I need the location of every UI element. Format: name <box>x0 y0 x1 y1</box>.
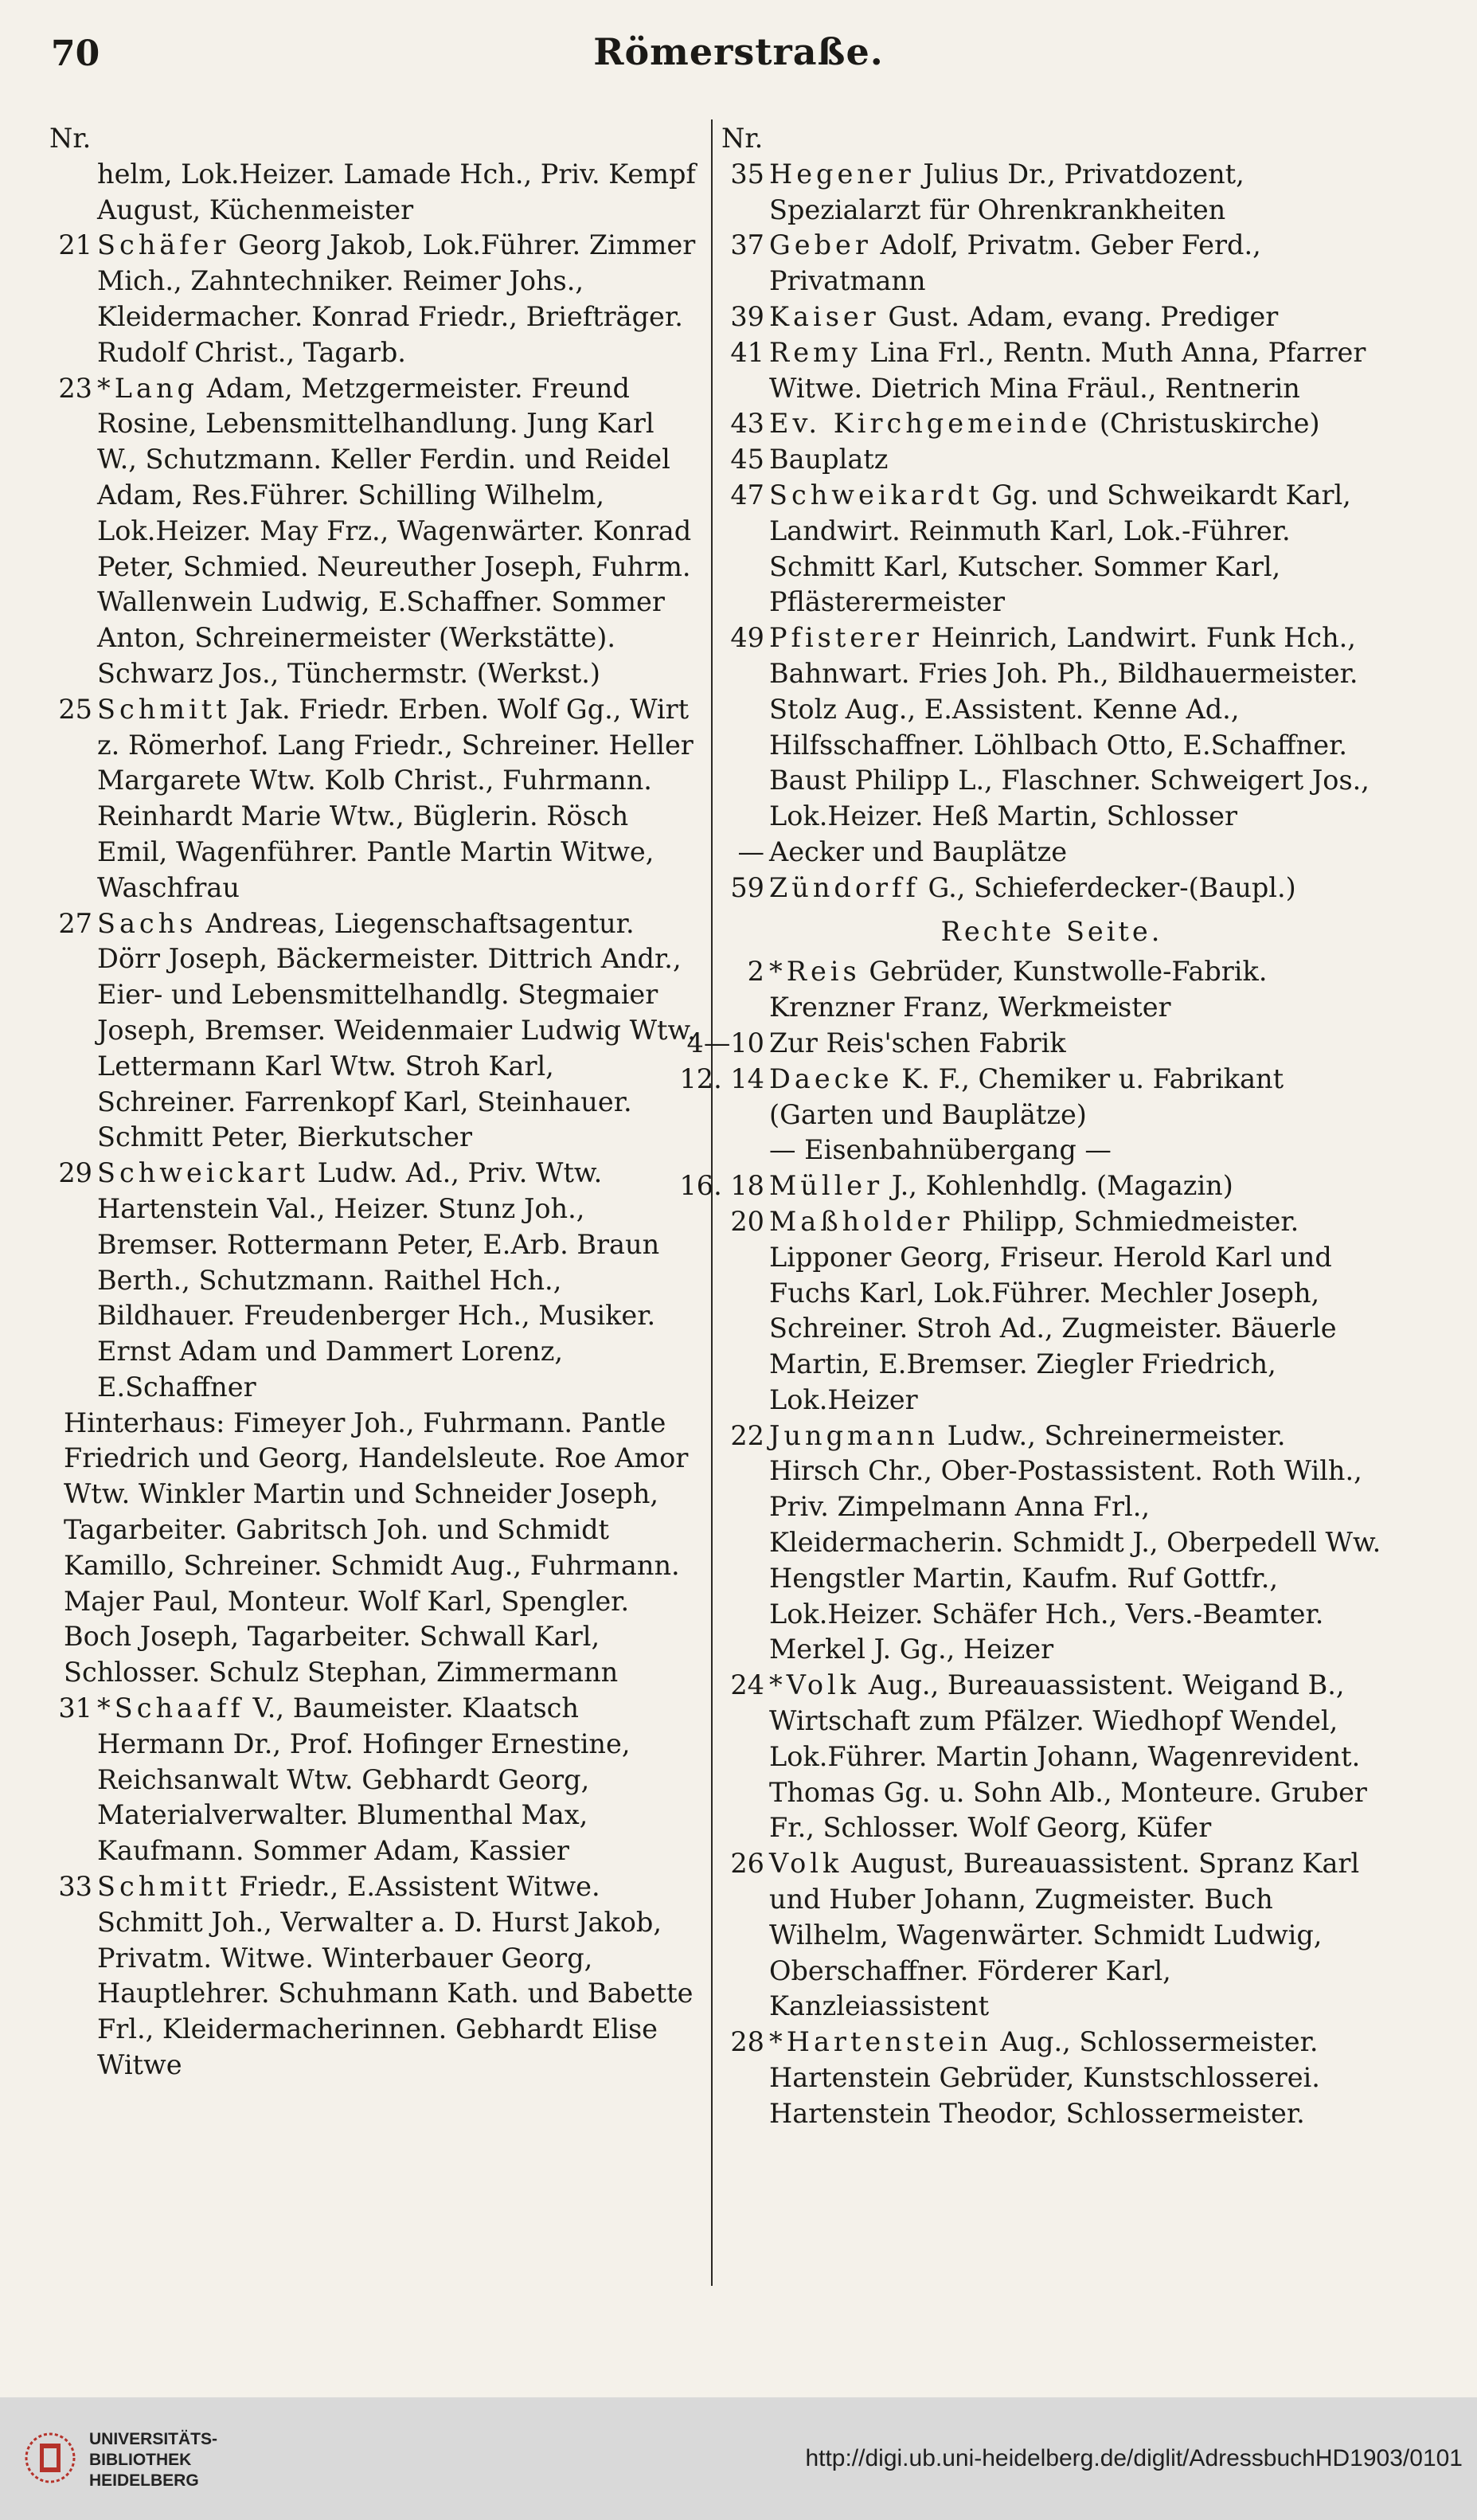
owner-name: Schmitt <box>97 693 231 725</box>
right-entries-3 <box>679 1168 1382 2132</box>
continued-entry: helm, Lok.Heizer. Lamade Hch., Priv. Kempf August, Küchenmeister <box>97 158 696 225</box>
residents-text: (Christuskirche) <box>1099 408 1320 440</box>
right-entries-2 <box>679 954 1382 1133</box>
address-entry <box>721 2025 1382 2131</box>
owner-name: Schäfer <box>97 229 230 261</box>
address-entry <box>721 1204 1382 1418</box>
residents-text: V., Baumeister. Klaatsch Hermann Dr., Prof. Hofinger Ernestine, Reichsanwalt Wtw. Gebhardt Georg, Materialverwalter. Blumenthal Max, Kaufmann. Sommer Adam, Kassier <box>97 1692 631 1867</box>
address-entry <box>49 1869 698 2084</box>
residents-text: Bauplatz <box>769 444 889 475</box>
house-number: 26 <box>730 1848 764 1880</box>
address-entry <box>49 906 698 1156</box>
residents-text: Julius Dr., Privatdozent, Spezialarzt für Ohrenkrankheiten <box>769 158 1245 225</box>
house-number: 35 <box>730 158 764 190</box>
house-number: 20 <box>730 1205 764 1237</box>
right-column <box>679 121 1382 2132</box>
residents-text: Andreas, Liegenschaftsagentur. Dörr Joseph, Bäckermeister. Dittrich Andr., Eier- und Lebensmittelhandlg. Stegmaier Joseph, Bremser. Weidenmaier Ludwig Wtw. Lettermann Karl Wtw. Stroh Karl, Schreiner. Farrenkopf Karl, Steinhauer. Schmitt Peter, Bierkutscher <box>97 907 696 1153</box>
house-number: 37 <box>730 229 764 261</box>
address-entry <box>721 478 1382 620</box>
residents-text: Gebrüder, Kunstwolle-Fabrik. Krenzner Franz, Werkmeister <box>769 956 1268 1023</box>
library-name-line: BIBLIOTHEK <box>89 2451 192 2469</box>
owner-name: Schweickart <box>97 1157 310 1189</box>
house-number: 4—10 <box>686 1027 764 1058</box>
owner-name: Schweikardt <box>769 479 983 511</box>
address-entry <box>49 1691 698 1869</box>
house-number: — <box>737 835 764 867</box>
residents-text: Adam, Metzgermeister. Freund Rosine, Lebensmittelhandlung. Jung Karl W., Schutzmann. Keller Ferdin. und Reidel Adam, Res.Führer. Schilling Wilhelm, Lok.Heizer. May Frz., Wagenwärter. Konrad Peter, Schmied. Neureuther Joseph, Fuhrm. Wallenwein Ludwig, E.Schaffner. Sommer Anton, Schreinermeister (Werkstätte). Schwarz Jos., Tünchermstr. (Werkst.) <box>97 372 692 689</box>
owner-name: *Volk <box>769 1669 861 1701</box>
house-number: 12. 14 <box>679 1062 764 1094</box>
section-title: Rechte Seite. <box>940 915 1163 947</box>
hinterhaus-entry: Hinterhaus: Fimeyer Joh., Fuhrmann. Pantle Friedrich und Georg, Handelsleute. Roe Amor Wtw. Winkler Martin und Schneider Joseph, Tagarbeiter. Gabritsch Joh. und Schmidt Kamillo, Schreiner. Schmidt Aug., Fuhrmann. Majer Paul, Monteur. Wolf Karl, Spengler. Boch Joseph, Tagarbeiter. Schwall Karl, Schlosser. Schulz Stephan, Zimmermann <box>64 1407 689 1688</box>
address-entry <box>721 406 1382 442</box>
owner-name: Müller <box>769 1170 884 1202</box>
library-name-line: HEIDELBERG <box>89 2471 199 2490</box>
house-number: 59 <box>730 871 764 903</box>
house-number: 23 <box>58 372 92 404</box>
address-entry <box>721 620 1382 835</box>
residents-text: Friedr., E.Assistent Witwe. Schmitt Joh., Verwalter a. D. Hurst Jakob, Privatm. Witwe. Winterbauer Georg, Hauptlehrer. Schuhmann Kath. und Babette Frl., Kleidermacherinnen. Gebhardt Elise Witwe <box>97 1871 694 2081</box>
address-entry <box>679 1168 1382 1204</box>
nr-label: Nr. <box>721 123 764 154</box>
house-number: 29 <box>58 1157 92 1189</box>
owner-name: *Hartenstein <box>769 2026 992 2058</box>
house-number: 2 <box>747 956 764 988</box>
house-number: 22 <box>730 1419 764 1451</box>
owner-name: Geber <box>769 229 872 261</box>
address-entry <box>721 871 1382 906</box>
house-number: 49 <box>730 622 764 654</box>
address-entry <box>686 1026 1382 1062</box>
left-entries <box>49 228 698 1405</box>
library-logo-icon <box>22 2426 78 2490</box>
owner-name: *Schaaff <box>97 1692 244 1724</box>
residents-text: Jak. Friedr. Erben. Wolf Gg., Wirt z. Römerhof. Lang Friedr., Schreiner. Heller Margarete Wtw. Kolb Christ., Fuhrmann. Reinhardt Marie Wtw., Büglerin. Rösch Emil, Wagenführer. Pantle Martin Witwe, Waschfrau <box>97 693 694 903</box>
right-entries <box>721 157 1382 906</box>
house-number: 16. 18 <box>679 1170 764 1202</box>
source-url-link[interactable]: http://digi.ub.uni-heidelberg.de/diglit/AdressbuchHD1903/0101 <box>805 2445 1463 2471</box>
residents-text: J., Kohlenhdlg. (Magazin) <box>891 1170 1233 1202</box>
address-entry <box>721 835 1382 871</box>
house-number: 21 <box>58 229 92 261</box>
house-number: 27 <box>58 907 92 939</box>
owner-name: Jungmann <box>769 1419 939 1451</box>
address-entry <box>49 692 698 906</box>
address-entry <box>679 1062 1382 1133</box>
residents-text: Zur Reis'schen Fabrik <box>769 1027 1066 1058</box>
owner-name: Daecke <box>769 1062 893 1094</box>
footer-bar <box>0 2397 1477 2520</box>
residents-text: Aug., Schlossermeister. Hartenstein Gebrüder, Kunstschlosserei. Hartenstein Theodor, Schlossermeister. <box>769 2026 1320 2129</box>
address-entry <box>721 1668 1382 1846</box>
owner-name: Hegener <box>769 158 915 190</box>
house-number: 41 <box>730 336 764 368</box>
address-entry <box>721 335 1382 407</box>
owner-name: Ev. Kirchgemeinde <box>769 408 1092 440</box>
left-entries-2 <box>49 1691 698 2084</box>
owner-name: Maßholder <box>769 1205 954 1237</box>
owner-name: *Lang <box>97 372 198 404</box>
house-number: 28 <box>730 2026 764 2058</box>
page-number: 70 <box>51 33 100 74</box>
residents-text: K. F., Chemiker u. Fabrikant (Garten und Bauplätze) <box>769 1062 1284 1130</box>
residents-text: Philipp, Schmiedmeister. Lipponer Georg, Friseur. Herold Karl und Fuchs Karl, Lok.Führer. Mechler Joseph, Schreiner. Stroh Ad., Zugmeister. Bäuerle Martin, E.Bremser. Ziegler Friedrich, Lok.Heizer <box>769 1205 1337 1415</box>
house-number: 25 <box>58 693 92 725</box>
residents-text: Georg Jakob, Lok.Führer. Zimmer Mich., Zahntechniker. Reimer Johs., Kleidermacher. Konrad Friedr., Briefträger. Rudolf Christ., Tagarb. <box>97 229 696 368</box>
address-entry <box>49 371 698 692</box>
owner-name: Sachs <box>97 907 197 939</box>
address-entry <box>721 1846 1382 2025</box>
house-number: 33 <box>58 1871 92 1903</box>
owner-name: Volk <box>769 1848 843 1880</box>
house-number: 47 <box>730 479 764 511</box>
house-number: 45 <box>730 444 764 475</box>
address-entry <box>721 228 1382 299</box>
residents-text: Aecker und Bauplätze <box>769 835 1068 867</box>
owner-name: Zündorff <box>769 871 920 903</box>
owner-name: *Reis <box>769 956 861 988</box>
residents-text: G., Schieferdecker-(Baupl.) <box>928 871 1296 903</box>
owner-name: Kaiser <box>769 300 880 332</box>
address-entry <box>49 228 698 370</box>
owner-name: Pfisterer <box>769 622 923 654</box>
address-entry <box>721 299 1382 335</box>
owner-name: Remy <box>769 336 862 368</box>
address-entry <box>721 1418 1382 1669</box>
residents-text: Heinrich, Landwirt. Funk Hch., Bahnwart. Fries Joh. Ph., Bildhauermeister. Stolz Aug., E.Assistent. Kenne Ad., Hilfsschaffner. Löhlbach Otto, E.Schaffner. Baust Philipp L., Flaschner. Schweigert Jos., Lok.Heizer. Heß Martin, Schlosser <box>769 622 1370 832</box>
house-number: 43 <box>730 408 764 440</box>
house-number: 31 <box>58 1692 92 1724</box>
owner-name: Schmitt <box>97 1871 231 1903</box>
residents-text: Gust. Adam, evang. Prediger <box>888 300 1279 332</box>
residents-text: Adolf, Privatm. Geber Ferd., Privatmann <box>769 229 1261 297</box>
address-entry <box>49 1156 698 1406</box>
address-entry <box>721 442 1382 478</box>
residents-text: Aug., Bureauassistent. Weigand B., Wirtschaft zum Pfälzer. Wiedhopf Wendel, Lok.Führer. Martin Johann, Wagenrevident. Thomas Gg. u. Sohn Alb., Monteure. Gruber Fr., Schlosser. Wolf Georg, Küfer <box>769 1669 1367 1844</box>
residents-text: Ludw., Schreinermeister. Hirsch Chr., Ober-Postassistent. Roth Wilh., Priv. Zimpelmann Anna Frl., Kleidermacherin. Schmidt J., Oberpedell Ww. Hengstler Martin, Kaufm. Ruf Gottfr., Lok.Heizer. Schäfer Hch., Vers.-Beamter. Merkel J. Gg., Heizer <box>769 1419 1381 1665</box>
address-entry <box>721 954 1382 1026</box>
library-name <box>89 2429 217 2491</box>
left-column <box>49 121 698 2084</box>
residents-text: Lina Frl., Rentn. Muth Anna, Pfarrer Witwe. Dietrich Mina Fräul., Rentnerin <box>769 336 1366 404</box>
house-number: 24 <box>730 1669 764 1701</box>
residents-text: August, Bureauassistent. Spranz Karl und Huber Johann, Zugmeister. Buch Wilhelm, Wagenwärter. Schmidt Ludwig, Oberschaffner. Förderer Karl, Kanzleiassistent <box>769 1848 1360 2022</box>
residents-text: Gg. und Schweikardt Karl, Landwirt. Reinmuth Karl, Lok.-Führer. Schmitt Karl, Kutscher. Sommer Karl, Pflästerermeister <box>769 479 1351 618</box>
library-name-line: UNIVERSITÄTS- <box>89 2430 218 2448</box>
page-title: Römerstraße. <box>593 30 884 73</box>
address-entry <box>721 157 1382 229</box>
residents-text: Ludw. Ad., Priv. Wtw. Hartenstein Val., Heizer. Stunz Joh., Bremser. Rottermann Peter, E.Arb. Braun Berth., Schutzmann. Raithel Hch., Bildhauer. Freudenberger Hch., Musiker. Ernst Adam und Dammert Lorenz, E.Schaffner <box>97 1157 660 1403</box>
railway-crossing-note: — Eisenbahnübergang — <box>769 1134 1112 1166</box>
house-number: 39 <box>730 300 764 332</box>
nr-label: Nr. <box>49 123 92 154</box>
